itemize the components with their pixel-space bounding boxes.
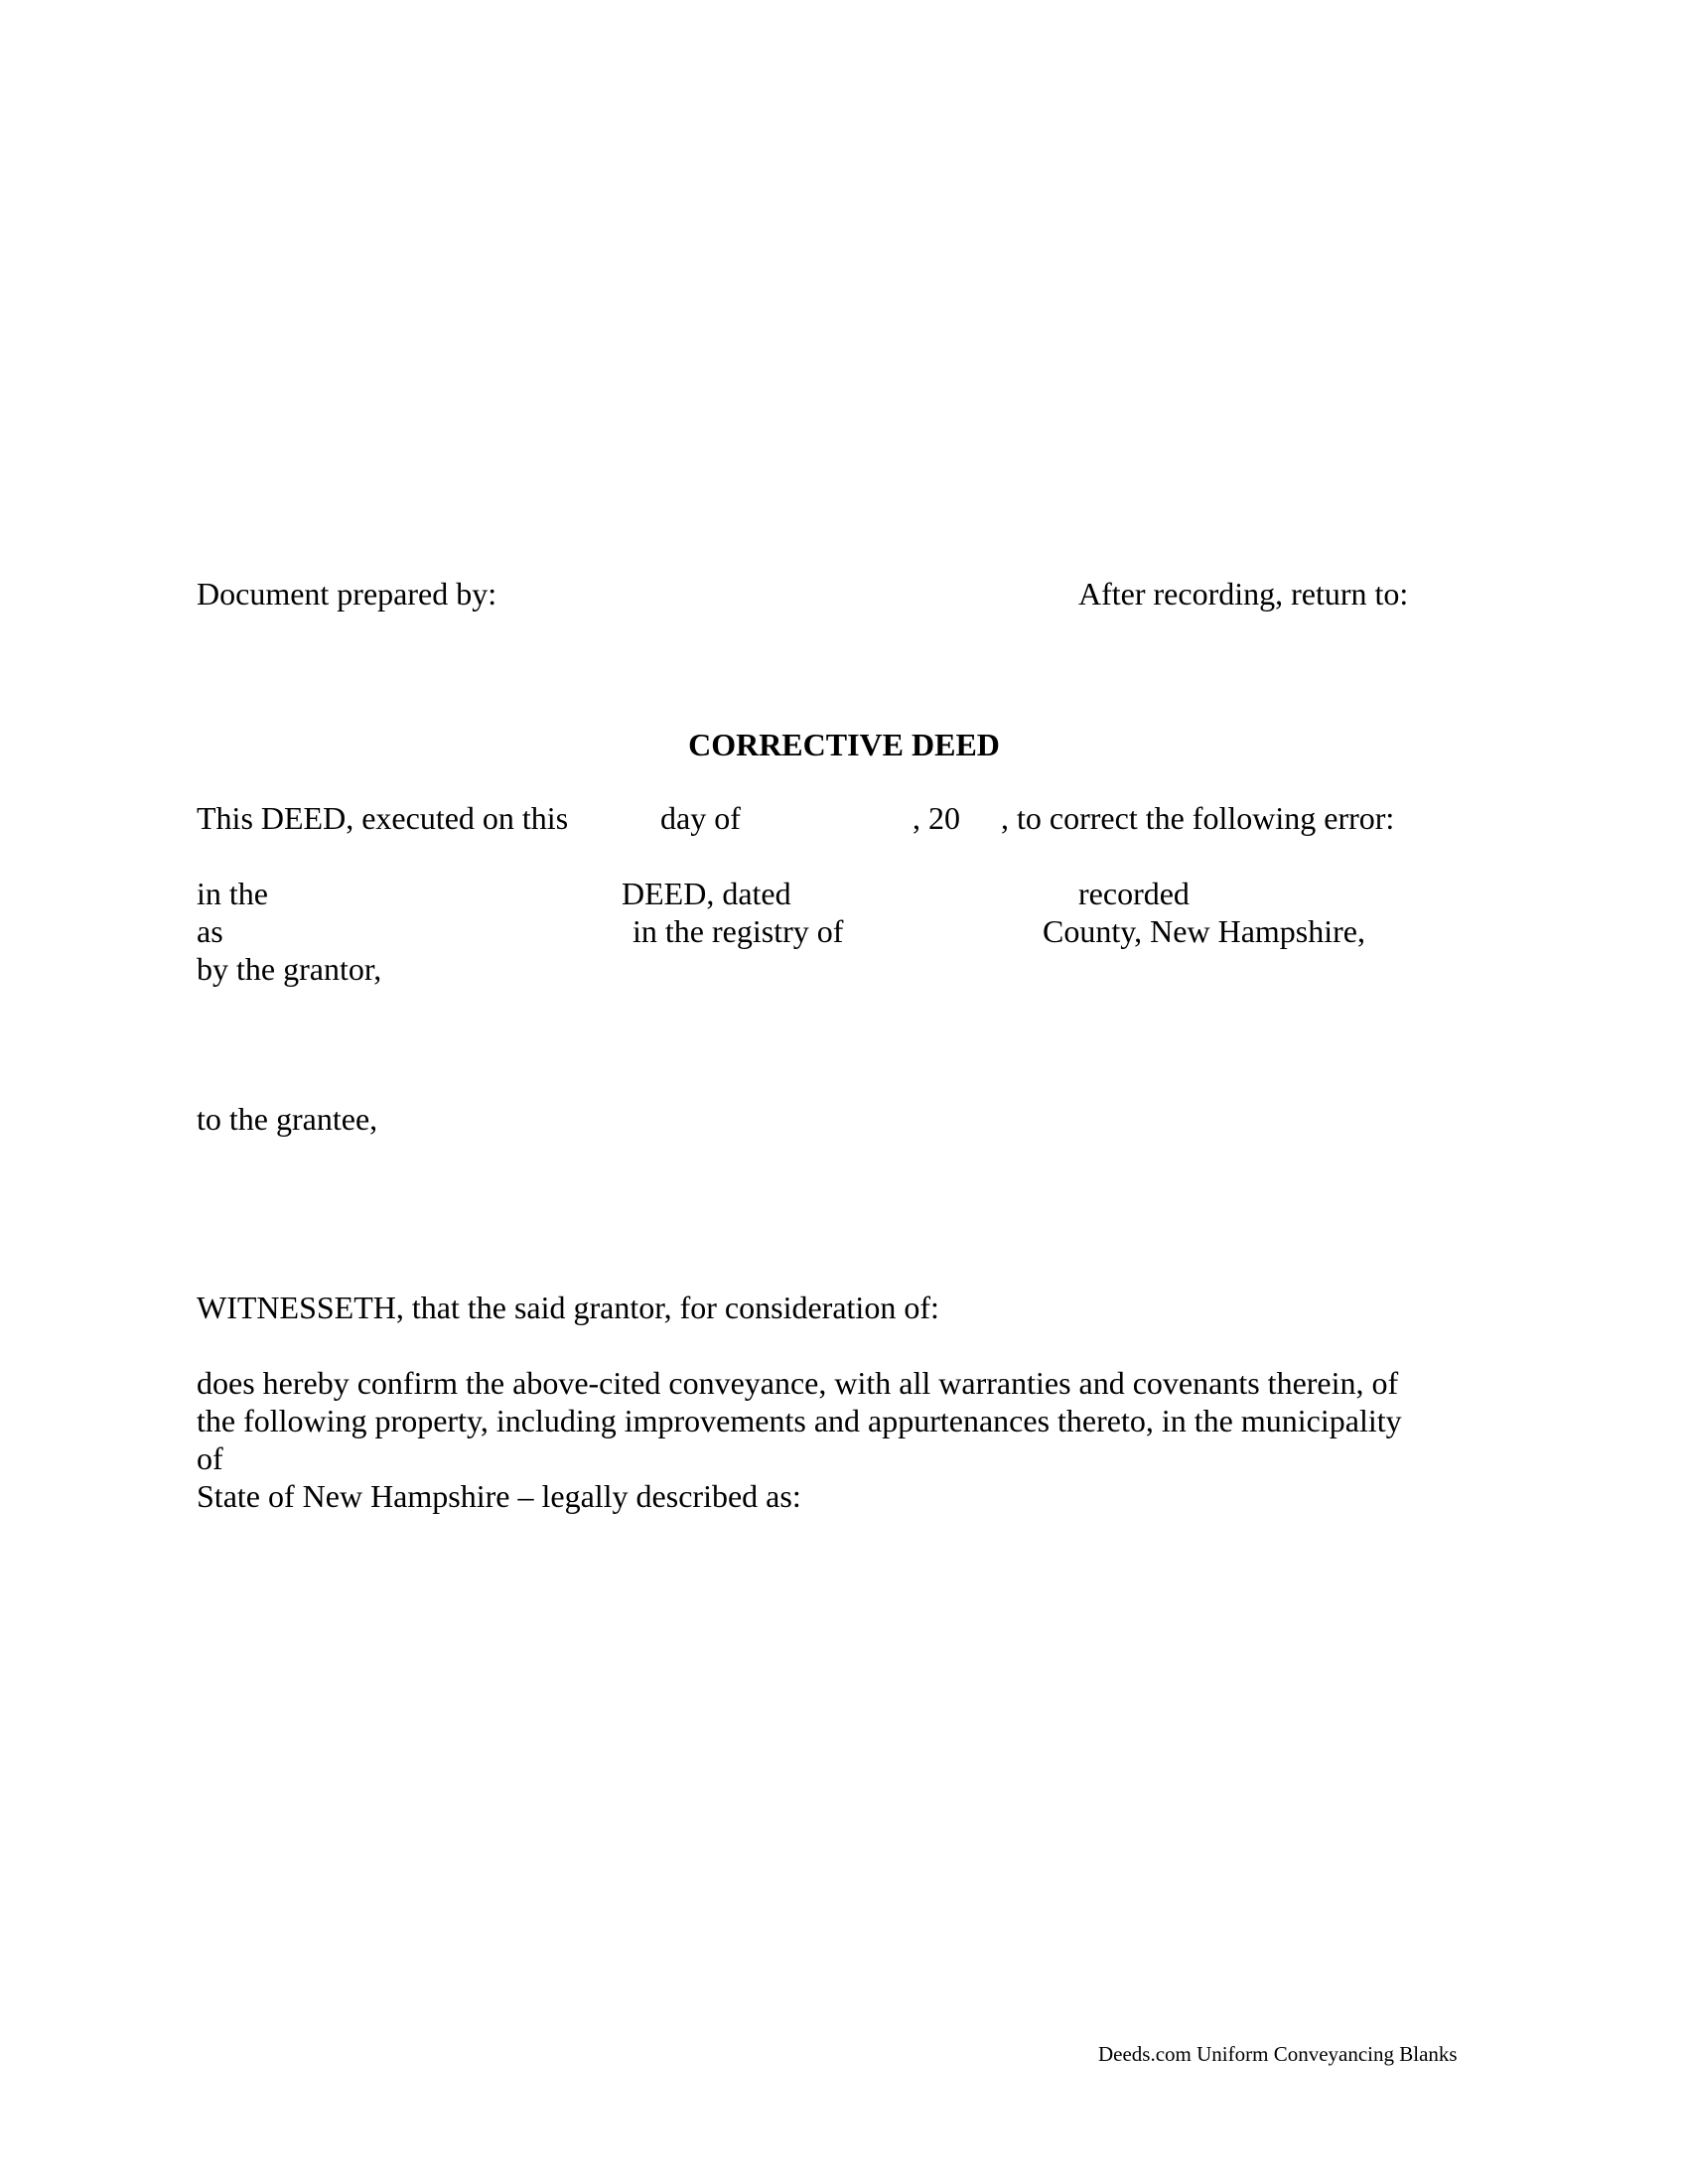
recorded-text: recorded xyxy=(1078,876,1190,911)
county-text: County, New Hampshire, xyxy=(1043,913,1365,949)
year-text: , 20 xyxy=(913,800,960,836)
prepared-by-label: Document prepared by: xyxy=(197,576,497,612)
confirm-line: of xyxy=(197,1440,223,1476)
day-of-text: day of xyxy=(660,800,741,836)
in-the-text: in the xyxy=(197,876,268,911)
by-grantor-text: by the grantor, xyxy=(197,951,382,987)
to-grantee-text: to the grantee, xyxy=(197,1101,378,1137)
as-text: as xyxy=(197,913,223,949)
witnesseth-text: WITNESSETH, that the said grantor, for consideration of: xyxy=(197,1290,939,1325)
return-to-label: After recording, return to: xyxy=(1078,576,1409,612)
confirm-line: does hereby confirm the above-cited conveyance, with all warranties and covenants therein, of xyxy=(197,1365,1399,1401)
confirm-line: State of New Hampshire – legally described as: xyxy=(197,1478,801,1514)
document-title: CORRECTIVE DEED xyxy=(688,727,1000,762)
registry-of-text: in the registry of xyxy=(633,913,844,949)
correct-error-text: , to correct the following error: xyxy=(1001,800,1395,836)
footer-text: Deeds.com Uniform Conveyancing Blanks xyxy=(1098,2042,1458,2066)
confirm-line: the following property, including improvements and appurtenances thereto, in the municipality xyxy=(197,1403,1402,1438)
deed-dated-text: DEED, dated xyxy=(622,876,791,911)
executed-on-text: This DEED, executed on this xyxy=(197,800,569,836)
